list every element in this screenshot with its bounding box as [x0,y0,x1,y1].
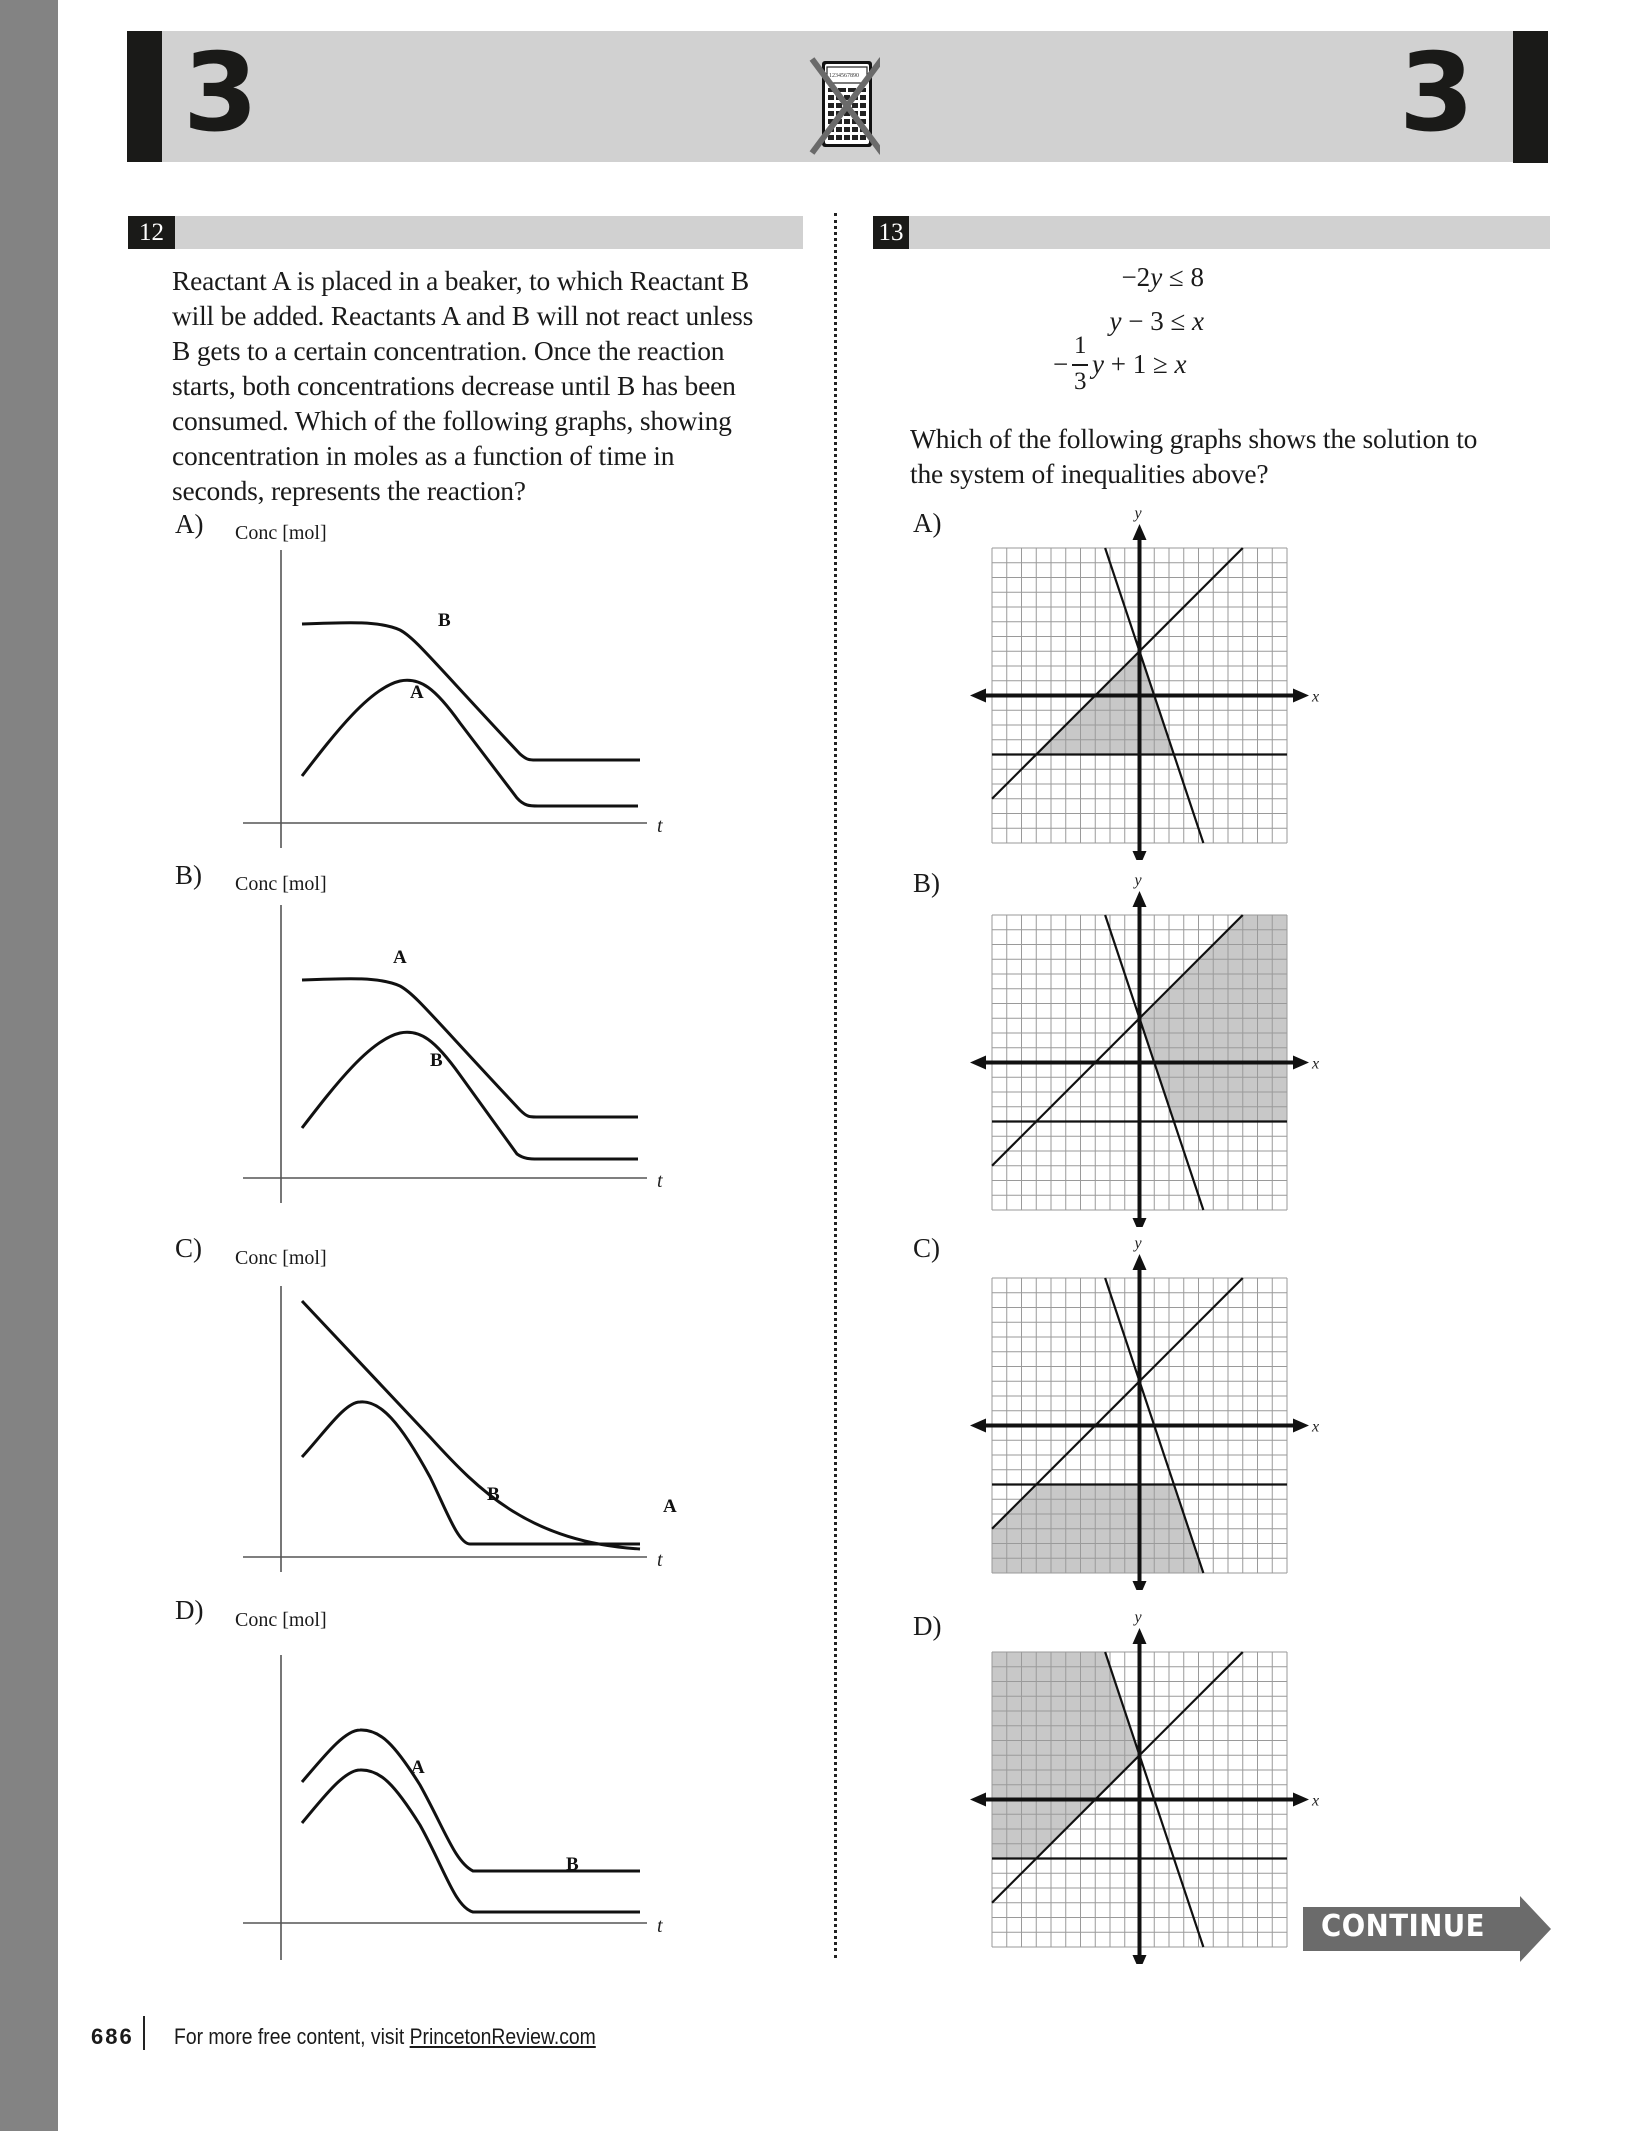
footer-separator [143,2016,145,2050]
q13-option-a-letter[interactable]: A) [913,508,942,538]
arrow-up-icon [1133,524,1147,540]
curve-label: B [566,1854,579,1875]
q13-option-b-graph[interactable] [955,867,1335,1227]
y-axis-label: y [1134,1609,1142,1626]
q12-option-d-letter[interactable]: D) [175,1595,204,1625]
arrow-down-icon [1133,1581,1147,1590]
curve-label: B [430,1050,443,1071]
arrow-up-icon [1133,1628,1147,1644]
question-13-text [910,421,1550,491]
q12-line: Reactant A is placed in a beaker, to which Reactant B [172,265,750,296]
svg-text:1234567890: 1234567890 [829,73,859,79]
arrow-right-icon [1293,1056,1309,1070]
q13-line: Which of the following graphs shows the solution to [910,423,1478,454]
q12-option-c-graph[interactable] [230,1282,700,1592]
arrow-left-icon [970,689,986,703]
t-axis-label: t [657,1549,663,1571]
t-axis-label: t [657,1915,663,1937]
header-left-bar [127,31,162,162]
footer-link[interactable]: PrincetonReview.com [409,2024,596,2049]
question-13-number: 13 [873,216,909,249]
curve-label: B [438,610,451,631]
column-divider [834,213,837,1958]
q12-line: seconds, represents the reaction? [172,475,526,506]
q13-option-c-graph[interactable] [955,1230,1335,1590]
arrow-up-icon [1133,1254,1147,1270]
question-13-bar [873,216,1550,249]
header-right-bar [1513,31,1548,163]
q13-option-b-letter[interactable]: B) [913,868,940,898]
q12-line: B gets to a certain concentration. Once the reaction [172,335,725,366]
arrow-right-icon [1293,1793,1309,1807]
footer-caption: For more free content, visit [174,2024,410,2049]
q12-option-a-ylabel: Conc [mol] [235,522,327,544]
continue-button[interactable] [1303,1896,1551,1962]
inequality-2: y − 3 ≤ x [1109,306,1204,336]
arrow-left-icon [970,1793,986,1807]
q12-option-b-graph[interactable] [230,903,700,1213]
solution-region [1036,651,1174,754]
q12-option-d-ylabel: Conc [mol] [235,1609,327,1631]
x-axis-label: x [1312,1792,1320,1810]
q12-option-d-graph[interactable] [230,1645,700,1960]
no-calculator-icon [800,55,880,155]
y-axis-label: y [1134,872,1142,889]
arrow-up-icon [1133,891,1147,907]
continue-label: CONTINUE [1321,1909,1485,1944]
fraction-bar [1072,364,1088,366]
q13-option-a-graph[interactable] [955,500,1335,860]
q12-option-b-ylabel: Conc [mol] [235,873,327,895]
q12-option-c-ylabel: Conc [mol] [235,1247,327,1269]
q13-option-d-graph[interactable] [955,1604,1335,1964]
inequality-1: −2y ≤ 8 [1121,262,1204,292]
q12-line: will be added. Reactants A and B will not react unless [172,300,754,331]
x-axis-label: x [1312,688,1320,706]
t-axis-label: t [657,815,663,837]
arrow-down-icon [1133,1218,1147,1227]
curve-label: A [663,1496,677,1517]
page-edge-strip [0,0,58,2131]
q12-line: concentration in moles as a function of time in [172,440,675,471]
section-number-right: 3 [1399,31,1475,156]
x-axis-label: x [1312,1418,1320,1436]
question-12-number: 12 [128,216,175,249]
footer-text [174,2024,596,2050]
curve-label: A [411,1757,425,1778]
q12-option-a-graph[interactable] [230,548,700,858]
q12-option-c-letter[interactable]: C) [175,1233,202,1263]
fraction-numerator: 1 [1074,332,1087,359]
curve-label: A [410,682,424,703]
fraction-denominator: 3 [1074,368,1087,395]
curve-label: A [393,947,407,968]
t-axis-label: t [657,1170,663,1192]
q13-line: the system of inequalities above? [910,458,1269,489]
x-axis-label: x [1312,1055,1320,1073]
page-number: 686 [91,2024,134,2049]
arrow-left-icon [970,1056,986,1070]
arrow-right-icon [1293,689,1309,703]
question-12-bar [128,216,803,249]
q12-option-b-letter[interactable]: B) [175,860,202,890]
section-number-left: 3 [183,31,259,156]
q12-line: consumed. Which of the following graphs, showing [172,405,732,436]
q12-line: starts, both concentrations decrease until B has been [172,370,736,401]
y-axis-label: y [1134,505,1142,522]
q12-option-a-letter[interactable]: A) [175,509,204,539]
q13-option-d-letter[interactable]: D) [913,1611,942,1641]
curve-label: B [487,1484,500,1505]
arrow-left-icon [970,1419,986,1433]
y-axis-label: y [1134,1235,1142,1252]
question-12-text [172,263,812,508]
arrow-down-icon [1133,851,1147,860]
inequality-3: − 1 3 y + 1 ≥ x [1053,332,1187,395]
q13-option-c-letter[interactable]: C) [913,1233,940,1263]
arrow-right-icon [1293,1419,1309,1433]
arrow-down-icon [1133,1955,1147,1964]
